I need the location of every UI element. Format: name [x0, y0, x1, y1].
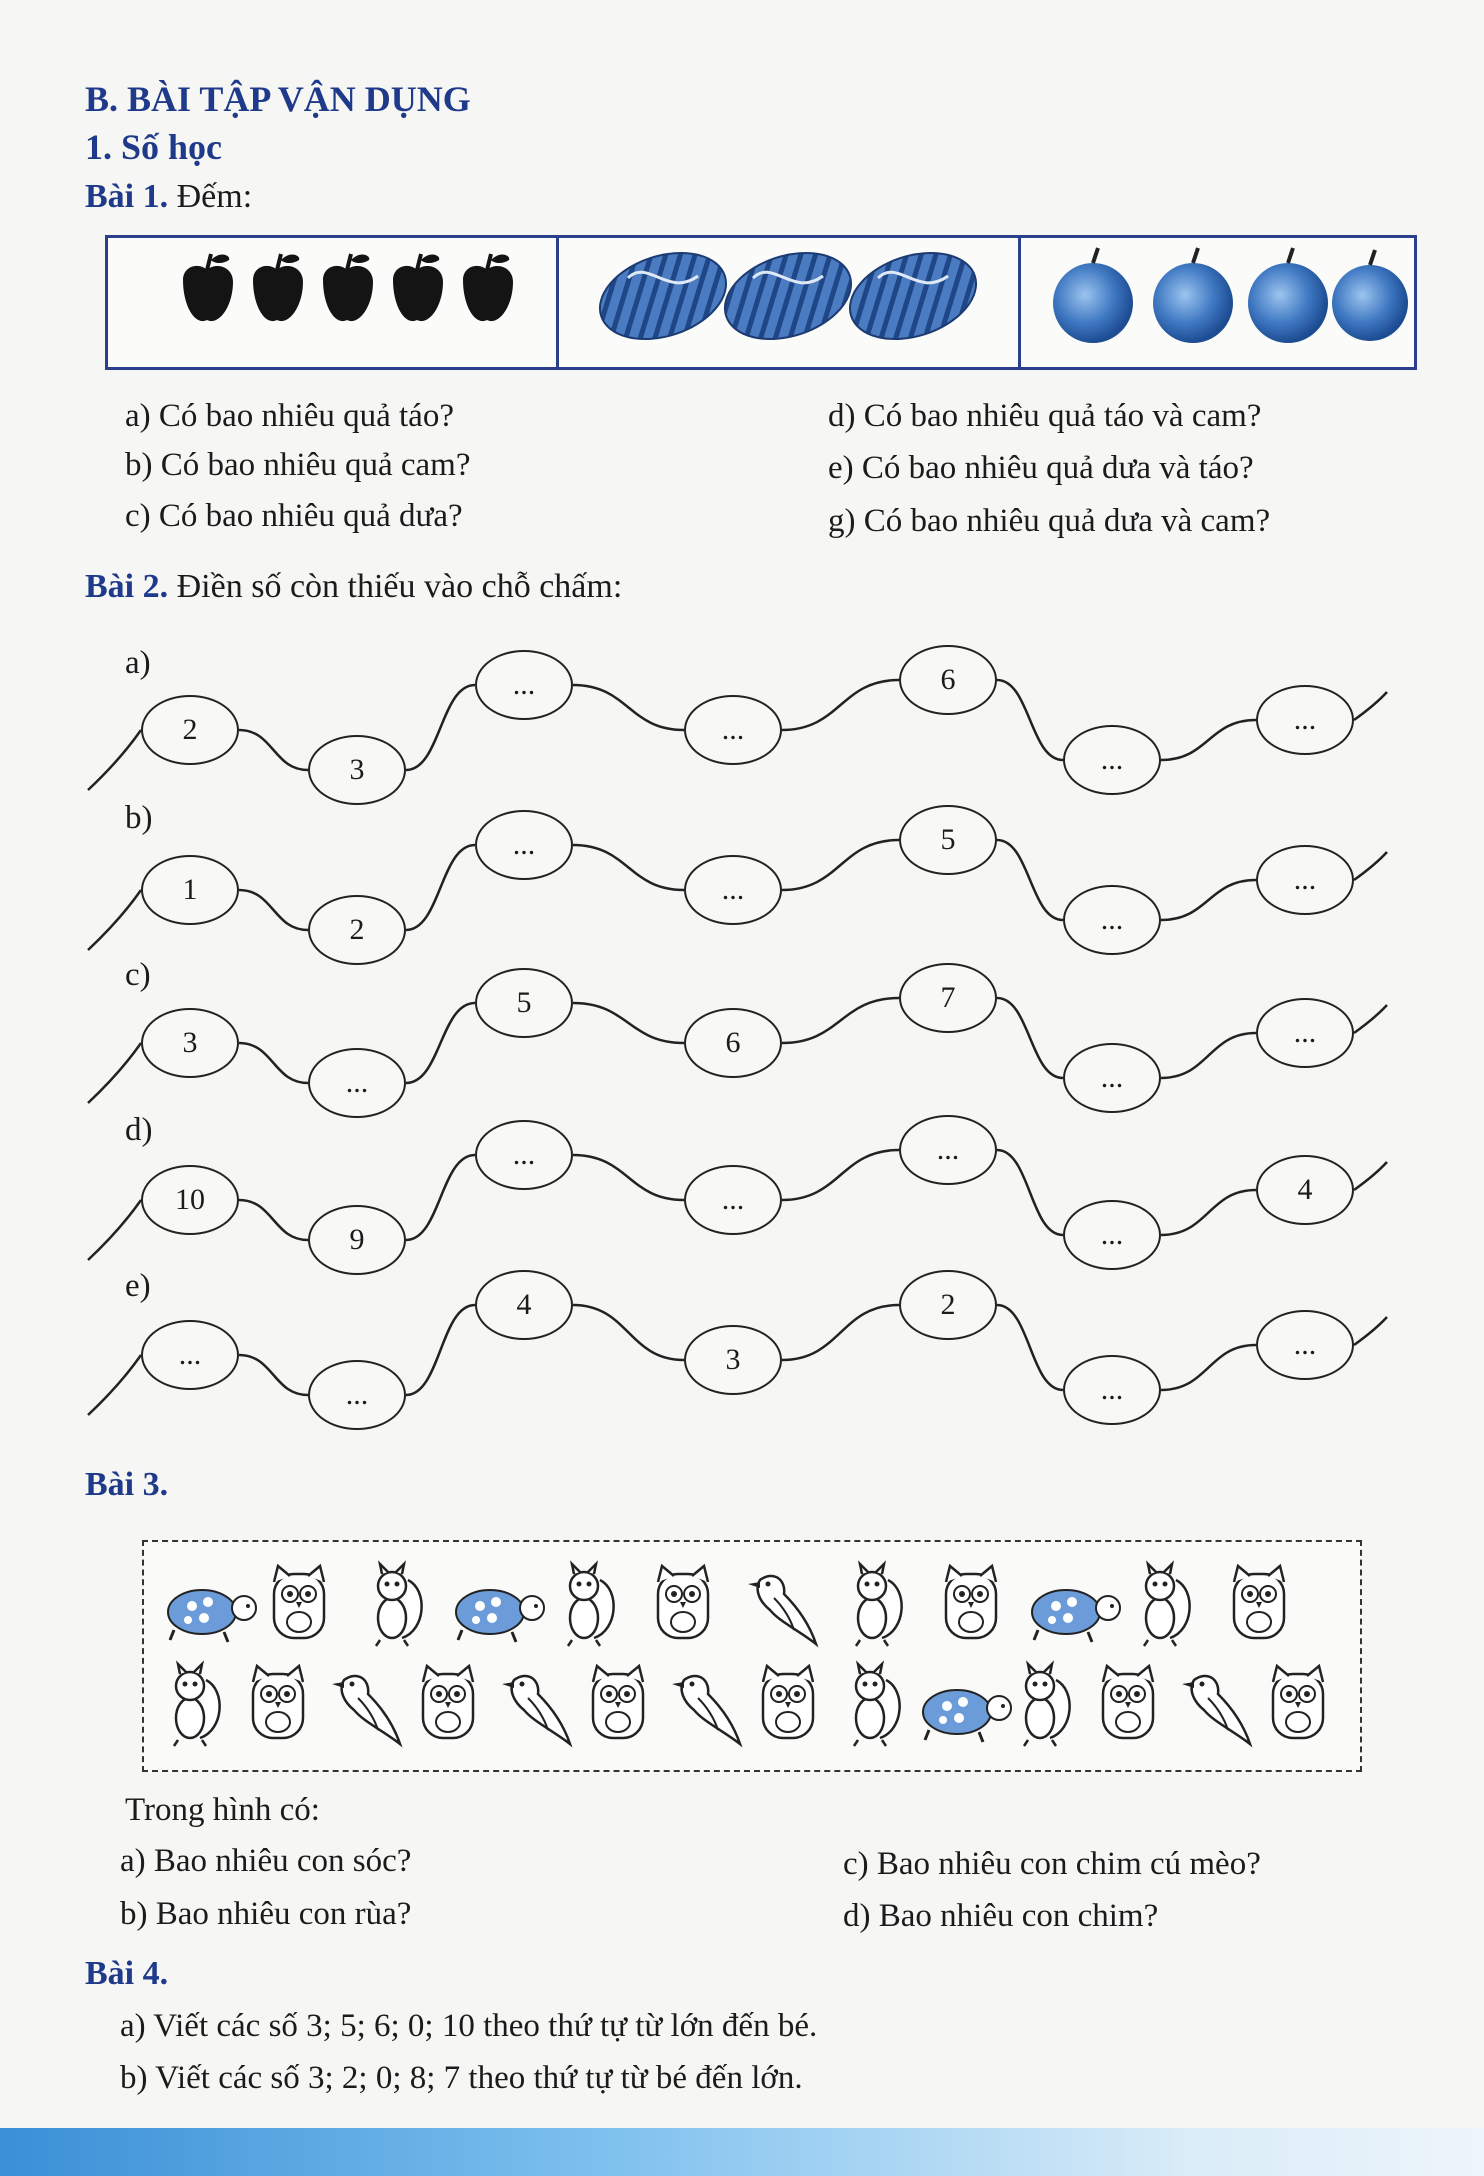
sequence-number-oval: 7	[899, 963, 997, 1033]
sequence-blank-oval[interactable]: ...	[1063, 885, 1161, 955]
sequence-number-oval: 2	[308, 895, 406, 965]
owl-icon	[1234, 1566, 1284, 1638]
bai4-question-a: a) Viết các số 3; 5; 6; 0; 10 theo thứ tự từ lớn đến bé.	[120, 2008, 818, 2044]
squirrel-icon	[856, 1564, 902, 1646]
sequence-number-oval: 6	[684, 1008, 782, 1078]
bai4-question-b: b) Viết các số 3; 2; 0; 8; 7 theo thứ tự từ bé đến lớn.	[120, 2060, 803, 2096]
sequence-blank-oval[interactable]: ...	[1256, 685, 1354, 755]
bai1-question-g: g) Có bao nhiêu quả dưa và cam?	[828, 503, 1271, 539]
bai1-question-a: a) Có bao nhiêu quả táo?	[125, 398, 454, 434]
sequence-number-oval: 5	[899, 805, 997, 875]
owl-icon	[274, 1566, 324, 1638]
bird-icon	[672, 1676, 740, 1744]
sequence-number-oval: 3	[684, 1325, 782, 1395]
owl-icon	[658, 1566, 708, 1638]
bai2-label: Bài 2.	[85, 568, 169, 605]
owl-icon	[423, 1666, 473, 1738]
turtle-icon	[1032, 1590, 1120, 1642]
sequence-blank-oval[interactable]: ...	[1063, 725, 1161, 795]
squirrel-icon	[1024, 1664, 1070, 1746]
bai3-question-a: a) Bao nhiêu con sóc?	[120, 1843, 412, 1879]
bird-icon	[1182, 1676, 1250, 1744]
bai3-question-c: c) Bao nhiêu con chim cú mèo?	[843, 1846, 1261, 1882]
sequence-blank-oval[interactable]: ...	[475, 1120, 573, 1190]
bird-icon	[502, 1676, 570, 1744]
bai4-heading	[85, 1955, 168, 1993]
squirrel-icon	[174, 1664, 220, 1746]
sequence-blank-oval[interactable]: ...	[475, 650, 573, 720]
animal-illustrations	[144, 1542, 1360, 1770]
sequence-blank-oval[interactable]: ...	[1256, 998, 1354, 1068]
page-footer-bar	[0, 2128, 1484, 2176]
bai4-label: Bài 4.	[85, 1955, 169, 1992]
sequence-number-oval: 2	[899, 1270, 997, 1340]
squirrel-icon	[1144, 1564, 1190, 1646]
sequence-blank-oval[interactable]: ...	[1063, 1043, 1161, 1113]
sequence-blank-oval[interactable]: ...	[1256, 845, 1354, 915]
bai3-question-d: d) Bao nhiêu con chim?	[843, 1898, 1159, 1934]
sequence-blank-oval[interactable]: ...	[475, 810, 573, 880]
sequence-blank-oval[interactable]: ...	[1256, 1310, 1354, 1380]
section-title: B. BÀI TẬP VẬN DỤNG	[85, 79, 471, 119]
sequence-label: c)	[125, 957, 151, 993]
bai1-question-e: e) Có bao nhiêu quả dưa và táo?	[828, 450, 1254, 486]
bai1-question-d: d) Có bao nhiêu quả táo và cam?	[828, 398, 1262, 434]
sequence-blank-oval[interactable]: ...	[1063, 1200, 1161, 1270]
turtle-icon	[168, 1590, 256, 1642]
squirrel-icon	[854, 1664, 900, 1746]
sequence-label: e)	[125, 1268, 151, 1304]
owl-icon	[593, 1666, 643, 1738]
sequence-number-oval: 9	[308, 1205, 406, 1275]
bai1-instruction: Đếm:	[176, 178, 253, 215]
sequence-label: d)	[125, 1112, 153, 1148]
sequence-number-oval: 3	[141, 1008, 239, 1078]
sequence-number-oval: 4	[1256, 1155, 1354, 1225]
bai1-question-b: b) Có bao nhiêu quả cam?	[125, 447, 471, 483]
sequence-blank-oval[interactable]: ...	[1063, 1355, 1161, 1425]
squirrel-icon	[568, 1564, 614, 1646]
sequence-number-oval: 5	[475, 968, 573, 1038]
bai3-question-b: b) Bao nhiêu con rùa?	[120, 1896, 412, 1932]
sequence-blank-oval[interactable]: ...	[899, 1115, 997, 1185]
sequence-label: b)	[125, 800, 153, 836]
sequence-blank-oval[interactable]: ...	[684, 695, 782, 765]
sequence-blank-oval[interactable]: ...	[308, 1048, 406, 1118]
bai3-heading	[85, 1466, 168, 1504]
bai1-question-c: c) Có bao nhiêu quả dưa?	[125, 498, 463, 534]
sequence-blank-oval[interactable]: ...	[141, 1320, 239, 1390]
owl-icon	[253, 1666, 303, 1738]
sequence-number-oval: 2	[141, 695, 239, 765]
bird-icon	[748, 1576, 816, 1644]
bai3-label: Bài 3.	[85, 1466, 169, 1503]
owl-icon	[1103, 1666, 1153, 1738]
sequence-number-oval: 4	[475, 1270, 573, 1340]
sequence-blank-oval[interactable]: ...	[308, 1360, 406, 1430]
sequence-blank-oval[interactable]: ...	[684, 855, 782, 925]
subsection-title: 1. Số học	[85, 127, 223, 167]
sequence-number-oval: 3	[308, 735, 406, 805]
owl-icon	[763, 1666, 813, 1738]
bird-icon	[332, 1676, 400, 1744]
bai2-instruction: Điền số còn thiếu vào chỗ chấm:	[176, 568, 623, 605]
turtle-icon	[923, 1690, 1011, 1742]
sequence-number-oval: 6	[899, 645, 997, 715]
owl-icon	[1273, 1666, 1323, 1738]
turtle-icon	[456, 1590, 544, 1642]
sequence-label: a)	[125, 645, 151, 681]
animal-picture-box	[142, 1540, 1362, 1772]
bai1-label: Bài 1.	[85, 178, 169, 215]
sequence-number-oval: 10	[141, 1165, 239, 1235]
sequence-blank-oval[interactable]: ...	[684, 1165, 782, 1235]
squirrel-icon	[376, 1564, 422, 1646]
sequence-number-oval: 1	[141, 855, 239, 925]
bai3-intro: Trong hình có:	[125, 1792, 320, 1828]
owl-icon	[946, 1566, 996, 1638]
